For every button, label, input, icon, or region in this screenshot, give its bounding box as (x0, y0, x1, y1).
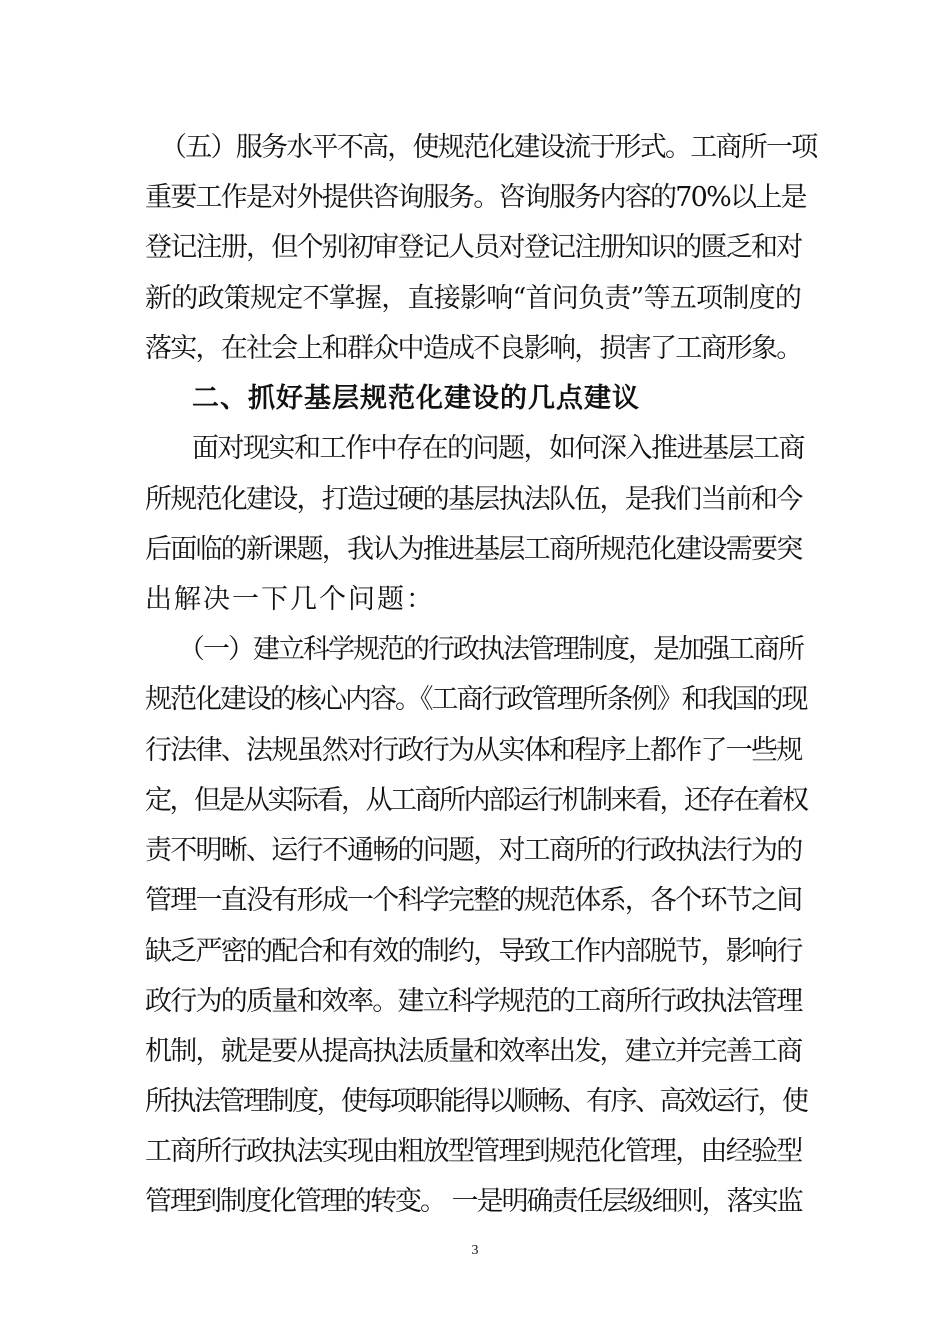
intro-line-4: 出解决一下几个问题： (145, 584, 435, 615)
paragraph-one-line-12: 管理到制度化管理的转变。 一是明确责任层级细则，落实监 (145, 1186, 802, 1217)
paragraph-one-line-4: 定，但是从实际看，从工商所内部运行机制来看，还存在着权 (145, 785, 807, 816)
paragraph-five-line-3: 登记注册，但个别初审登记人员对登记注册知识的匮乏和对 (145, 232, 802, 263)
paragraph-one-line-3: 行法律、法规虽然对行政行为从实体和程序上都作了一些规 (145, 735, 802, 766)
paragraph-one-line-5: 责不明晰、运行不通畅的问题，对工商所的行政执法行为的 (145, 835, 802, 866)
paragraph-five-line-5: 落实，在社会上和群众中造成不良影响，损害了工商形象。 (145, 333, 802, 364)
section-heading: 二、抓好基层规范化建设的几点建议 (192, 383, 640, 414)
intro-line-1: 面对现实和工作中存在的问题，如何深入推进基层工商 (192, 433, 804, 464)
paragraph-five-line-1: （五）服务水平不高，使规范化建设流于形式。工商所一项 (160, 132, 817, 163)
paragraph-one-line-7: 缺乏严密的配合和有效的制约，导致工作内部脱节，影响行 (145, 936, 802, 967)
page-number: 3 (471, 1243, 479, 1258)
intro-line-3: 后面临的新课题，我认为推进基层工商所规范化建设需要突 (145, 534, 802, 565)
intro-line-2: 所规范化建设，打造过硬的基层执法队伍，是我们当前和今 (145, 484, 802, 515)
paragraph-one-line-10: 所执法管理制度，使每项职能得以顺畅、有序、高效运行，使 (145, 1086, 807, 1117)
paragraph-one-line-6: 管理一直没有形成一个科学完整的规范体系，各个环节之间 (145, 885, 802, 916)
paragraph-one-line-2: 规范化建设的核心内容。《工商行政管理所条例》和我国的现 (145, 684, 807, 715)
paragraph-one-line-9: 机制，就是要从提高执法质量和效率出发，建立并完善工商 (145, 1036, 802, 1067)
paragraph-one-line-1: （一）建立科学规范的行政执法管理制度，是加强工商所 (178, 634, 803, 665)
paragraph-one-line-8: 政行为的质量和效率。建立科学规范的工商所行政执法管理 (145, 986, 802, 1017)
paragraph-five-line-2: 重要工作是对外提供咨询服务。咨询服务内容的70%以上是 (145, 182, 806, 213)
paragraph-five-line-4: 新的政策规定不掌握，直接影响“首问负责”等五项制度的 (145, 283, 802, 314)
paragraph-one-line-11: 工商所行政执法实现由粗放型管理到规范化管理，由经验型 (145, 1136, 802, 1167)
